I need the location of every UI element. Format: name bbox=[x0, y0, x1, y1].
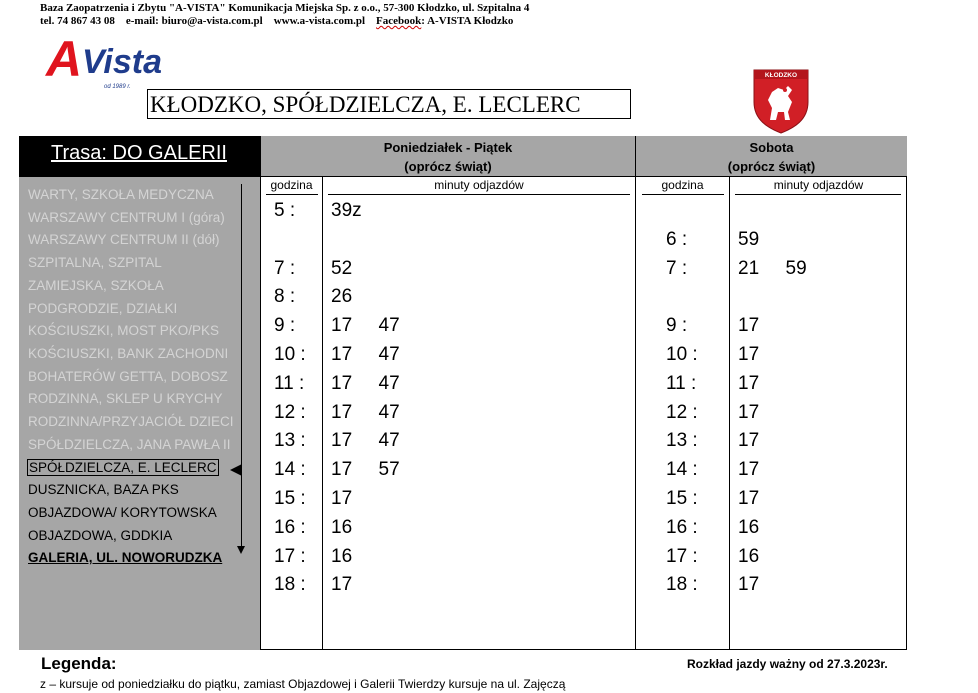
departure-hour: 18 : bbox=[274, 574, 306, 596]
departure-hour: 12 : bbox=[666, 401, 698, 423]
route-stop: WARSZAWY CENTRUM II (dół) bbox=[28, 232, 220, 248]
saturday-minutes-label: minuty odjazdów bbox=[773, 178, 864, 192]
logo-since: od 1989 r. bbox=[104, 84, 131, 90]
route-title: Trasa: DO GALERII bbox=[51, 142, 227, 164]
divider bbox=[328, 194, 630, 195]
weekday-hour-label: godzina bbox=[270, 178, 313, 192]
departure-hour: 17 : bbox=[274, 545, 306, 567]
departure-minutes: 17 47 bbox=[331, 315, 400, 337]
logo-word-vista: Vista bbox=[82, 43, 163, 81]
departure-minutes: 17 bbox=[331, 574, 353, 596]
departure-minutes: 59 bbox=[738, 228, 760, 250]
route-stop: RODZINNA, SKLEP U KRYCHY bbox=[28, 391, 223, 407]
weekday-subtitle: (oprócz świąt) bbox=[404, 159, 492, 174]
departure-hour: 15 : bbox=[666, 488, 698, 509]
route-stop: GALERIA, UL. NOWORUDZKA bbox=[28, 550, 223, 566]
route-stop: DUSZNICKA, BAZA PKS bbox=[28, 482, 179, 498]
departure-minutes: 17 47 bbox=[331, 344, 400, 365]
departure-hour: 8 : bbox=[274, 286, 296, 308]
departure-minutes: 16 bbox=[738, 516, 760, 538]
weekday-minutes-label: minuty odjazdów bbox=[434, 178, 524, 192]
stop-title: KŁODZKO, SPÓŁDZIELCZA, E. LECLERC bbox=[147, 89, 631, 119]
route-stop: WARTY, SZKOŁA MEDYCZNA bbox=[28, 187, 214, 202]
saturday-title: Sobota bbox=[749, 140, 794, 155]
departure-hour: 6 : bbox=[666, 228, 688, 250]
route-stop: SPÓŁDZIELCZA, JANA PAWŁA II bbox=[28, 436, 231, 452]
legend-note: z – kursuje od poniedziałku do piątku, zamiast Objazdowej i Galerii Twierdzy kursuje na ul. Zajęczą bbox=[40, 677, 566, 691]
saturday-hour-label: godzina bbox=[661, 178, 704, 192]
departure-minutes: 52 bbox=[331, 257, 353, 279]
divider bbox=[642, 194, 724, 195]
departure-hour: 14 : bbox=[666, 459, 698, 481]
company-contacts bbox=[40, 15, 513, 27]
departure-hour: 9 : bbox=[666, 315, 688, 337]
departure-hour: 13 : bbox=[666, 430, 698, 452]
route-stop: WARSZAWY CENTRUM I (góra) bbox=[28, 209, 225, 225]
departure-hour: 16 : bbox=[274, 516, 306, 538]
route-stop: SPÓŁDZIELCZA, E. LECLERC bbox=[29, 460, 217, 476]
route-stop: ZAMIEJSKA, SZKOŁA bbox=[28, 277, 164, 293]
route-stop: OBJAZDOWA/ KORYTOWSKA bbox=[28, 504, 217, 520]
departure-hour: 9 : bbox=[274, 315, 296, 337]
departure-minutes: 16 bbox=[331, 516, 353, 538]
divider bbox=[635, 136, 636, 650]
facebook-label: Facebook bbox=[376, 15, 422, 27]
departure-hour: 16 : bbox=[666, 516, 698, 538]
departure-hour: 11 : bbox=[666, 372, 697, 394]
crest-label: KŁODZKO bbox=[764, 72, 798, 79]
departure-hour: 17 : bbox=[666, 545, 698, 567]
departure-minutes: 17 47 bbox=[331, 372, 400, 394]
phone-text: tel. 74 867 43 08 bbox=[40, 15, 115, 27]
departure-minutes: 16 bbox=[738, 545, 760, 567]
departure-minutes: 17 bbox=[331, 488, 353, 509]
saturday-subtitle: (oprócz świąt) bbox=[727, 159, 816, 174]
departure-minutes: 17 bbox=[738, 315, 760, 337]
departure-minutes: 21 59 bbox=[738, 257, 807, 279]
saturday-header bbox=[636, 136, 907, 177]
departure-hour: 5 : bbox=[274, 200, 296, 221]
departure-minutes: 17 bbox=[738, 488, 760, 509]
departure-minutes: 17 47 bbox=[331, 401, 400, 423]
direction-line bbox=[241, 184, 242, 548]
route-stop: RODZINNA/PRZYJACIÓŁ DZIECI bbox=[28, 414, 234, 429]
divider bbox=[260, 136, 261, 650]
departure-minutes: 17 bbox=[738, 344, 760, 365]
klodzko-crest-icon bbox=[752, 68, 810, 134]
logo-letter-a: A bbox=[46, 32, 83, 87]
departure-minutes: 17 bbox=[738, 401, 760, 423]
weekday-title: Poniedziałek - Piątek bbox=[383, 140, 513, 155]
direction-arrow-icon bbox=[237, 546, 245, 554]
departure-minutes: 17 bbox=[738, 430, 760, 452]
departure-hour: 14 : bbox=[274, 459, 306, 481]
route-stop: OBJAZDOWA, GDDKIA bbox=[28, 527, 173, 543]
departure-minutes: 17 57 bbox=[331, 459, 400, 481]
departure-minutes: 17 bbox=[738, 459, 760, 481]
divider bbox=[729, 177, 730, 650]
email-text: e-mail: biuro@a-vista.com.pl bbox=[125, 15, 263, 27]
departure-hour: 7 : bbox=[274, 257, 296, 279]
route-stop: KOŚCIUSZKI, BANK ZACHODNI bbox=[28, 345, 229, 361]
divider bbox=[19, 176, 907, 177]
validity-date: Rozkład jazdy ważny od 27.3.2023r. bbox=[687, 657, 888, 671]
departure-minutes: 39z bbox=[331, 200, 362, 221]
departure-hour: 10 : bbox=[666, 344, 698, 365]
route-header bbox=[19, 136, 260, 177]
facebook-value: : A-VISTA Kłodzko bbox=[421, 15, 514, 27]
route-stop: SZPITALNA, SZPITAL bbox=[28, 255, 162, 271]
current-stop-pointer-icon bbox=[230, 464, 242, 476]
departure-minutes: 17 bbox=[738, 372, 760, 394]
departure-hour: 15 : bbox=[274, 488, 306, 509]
weekday-header bbox=[260, 136, 636, 177]
a-vista-logo bbox=[44, 32, 214, 92]
website-text: www.a-vista.com.pl bbox=[273, 15, 366, 27]
divider bbox=[735, 194, 901, 195]
departure-hour: 12 : bbox=[274, 401, 306, 423]
legend-title: Legenda: bbox=[41, 654, 117, 673]
divider bbox=[266, 194, 318, 195]
departure-hour: 13 : bbox=[274, 430, 306, 452]
route-stop: BOHATERÓW GETTA, DOBOSZ bbox=[28, 368, 228, 384]
departure-minutes: 17 bbox=[738, 574, 760, 596]
company-address: Baza Zaopatrzenia i Zbytu "A-VISTA" Komunikacja Miejska Sp. z o.o., 57-300 Kłodzko, ul. Szpitalna 4 bbox=[40, 2, 530, 14]
route-stop: PODGRODZIE, DZIAŁKI bbox=[28, 300, 178, 316]
route-stop: KOŚCIUSZKI, MOST PKO/PKS bbox=[28, 323, 220, 339]
departure-minutes: 16 bbox=[331, 545, 353, 567]
departure-hour: 18 : bbox=[666, 574, 698, 596]
departure-minutes: 26 bbox=[331, 286, 353, 308]
departure-hour: 7 : bbox=[666, 257, 688, 279]
departure-minutes: 17 47 bbox=[331, 430, 400, 452]
departure-hour: 11 : bbox=[274, 372, 305, 394]
departure-hour: 10 : bbox=[274, 344, 306, 365]
